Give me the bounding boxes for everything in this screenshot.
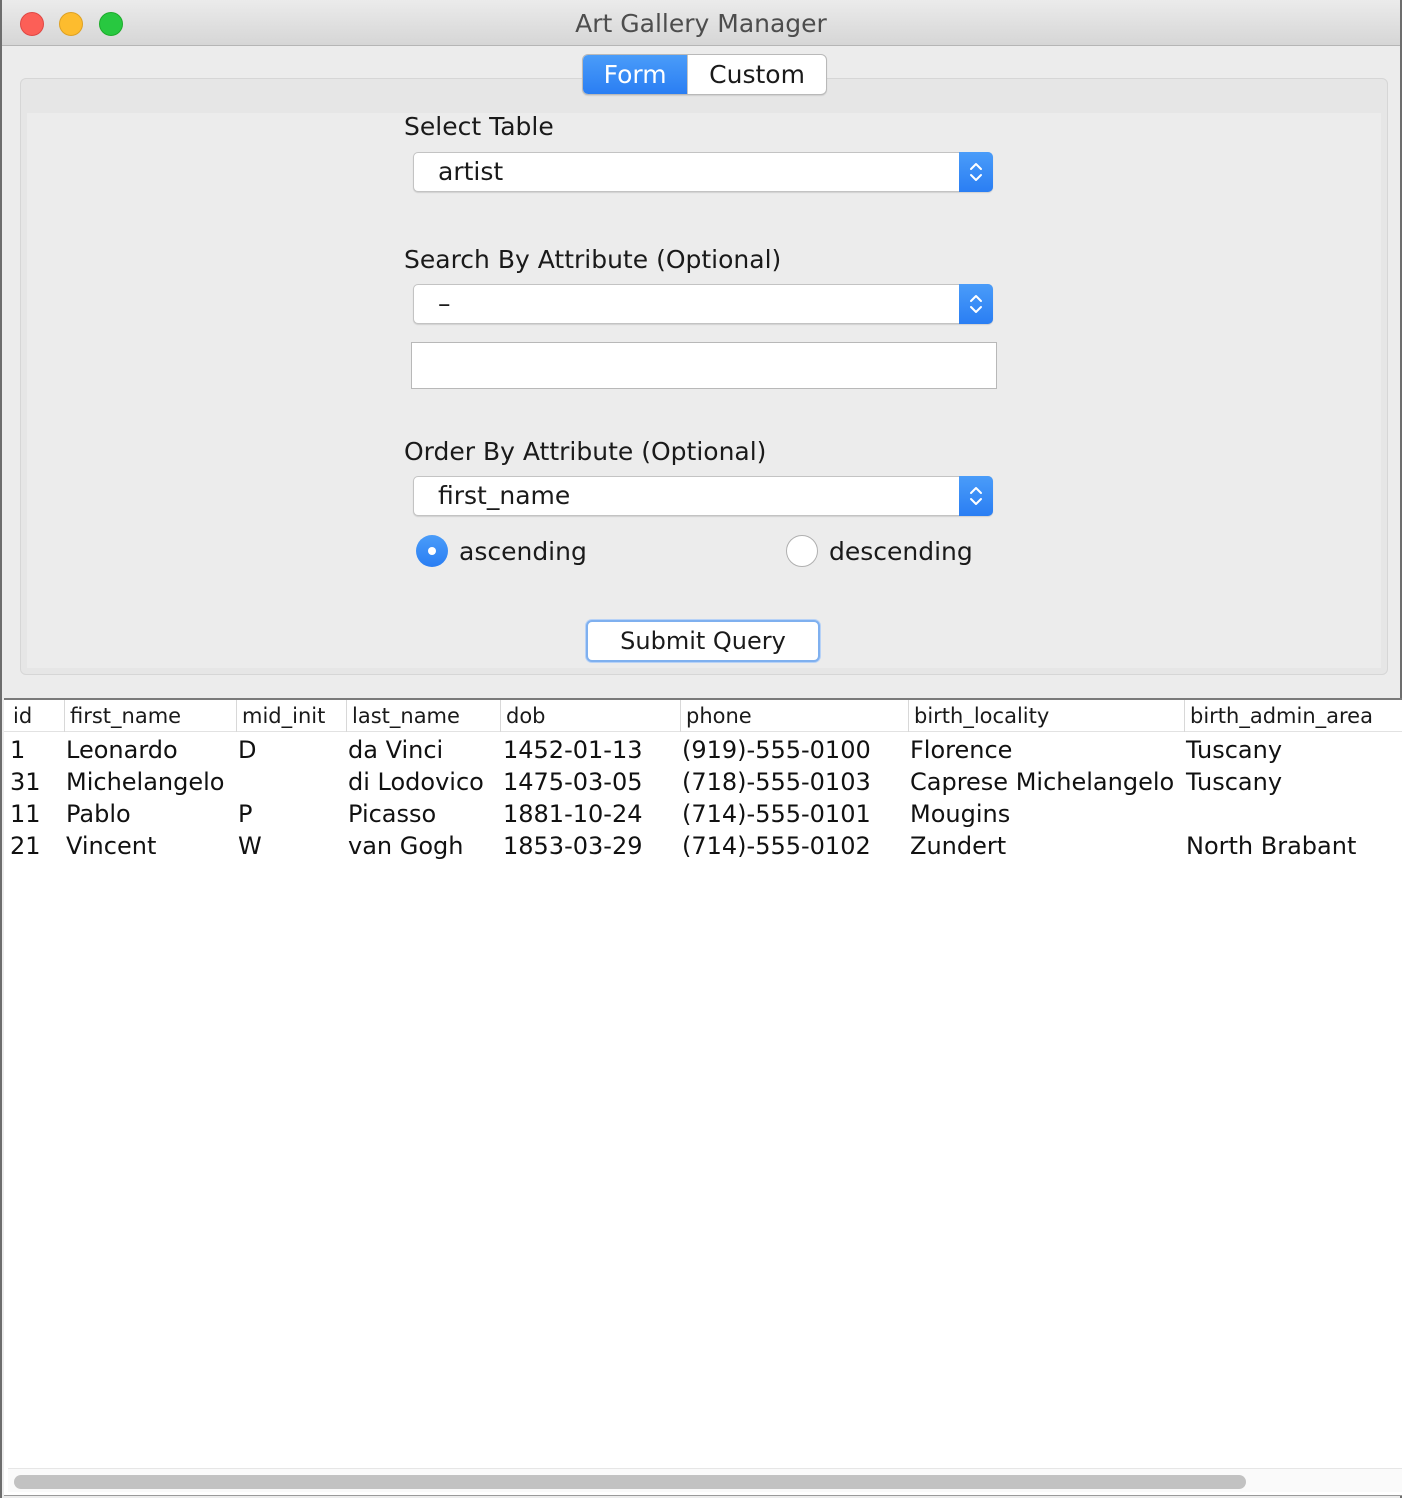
radio-selected-icon	[416, 535, 448, 567]
chevron-up-down-icon	[959, 284, 993, 324]
cell-phone: (718)-555-0103	[682, 768, 871, 796]
search-attribute-value: –	[438, 289, 451, 318]
radio-unselected-icon	[786, 535, 818, 567]
select-table-value: artist	[438, 157, 504, 186]
cell-first-name: Michelangelo	[66, 768, 225, 796]
cell-mid-init: W	[238, 832, 262, 860]
cell-phone: (714)-555-0101	[682, 800, 871, 828]
cell-first-name: Vincent	[66, 832, 157, 860]
cell-phone: (714)-555-0102	[682, 832, 871, 860]
cell-dob: 1881-10-24	[503, 800, 643, 828]
cell-id: 31	[10, 768, 41, 796]
chevron-up-down-icon	[959, 476, 993, 516]
cell-id: 21	[10, 832, 41, 860]
descending-radio[interactable]	[786, 535, 973, 567]
cell-mid-init: P	[238, 800, 253, 828]
cell-last-name: di Lodovico	[348, 768, 484, 796]
cell-dob: 1475-03-05	[503, 768, 643, 796]
search-attribute-dropdown[interactable]	[413, 284, 993, 324]
order-attribute-dropdown[interactable]	[413, 476, 993, 516]
window-title: Art Gallery Manager	[575, 9, 827, 38]
cell-first-name: Leonardo	[66, 736, 178, 764]
cell-mid-init: D	[238, 736, 257, 764]
mode-tabs	[582, 54, 827, 95]
cell-id: 11	[10, 800, 41, 828]
search-attribute-label: Search By Attribute (Optional)	[404, 245, 782, 274]
column-header-birth-locality[interactable]: birth_locality	[908, 700, 1184, 732]
cell-last-name: Picasso	[348, 800, 437, 828]
select-table-dropdown[interactable]	[413, 152, 993, 192]
cell-birth-admin-area: North Brabant	[1186, 832, 1357, 860]
cell-birth-locality: Mougins	[910, 800, 1011, 828]
search-value-input[interactable]	[411, 342, 997, 389]
scrollbar-thumb[interactable]	[14, 1475, 1246, 1489]
cell-birth-locality: Florence	[910, 736, 1013, 764]
column-header-first-name[interactable]: first_name	[64, 700, 236, 732]
order-attribute-value: first_name	[438, 481, 571, 510]
cell-id: 1	[10, 736, 26, 764]
results-table[interactable]	[4, 698, 1402, 1496]
table-row[interactable]	[4, 733, 1402, 765]
title-bar[interactable]	[2, 0, 1400, 46]
column-header-id[interactable]: id	[13, 704, 33, 728]
column-header-mid-init[interactable]: mid_init	[236, 700, 346, 732]
cell-dob: 1452-01-13	[503, 736, 643, 764]
cell-birth-admin-area: Tuscany	[1186, 768, 1283, 796]
table-row[interactable]	[4, 797, 1402, 829]
form-panel-body	[27, 113, 1381, 668]
cell-last-name: van Gogh	[348, 832, 464, 860]
horizontal-scrollbar[interactable]	[8, 1468, 1402, 1492]
cell-first-name: Pablo	[66, 800, 131, 828]
ascending-radio[interactable]	[416, 535, 587, 567]
cell-birth-admin-area	[1180, 797, 1186, 829]
cell-birth-locality: Caprese Michelangelo	[910, 768, 1175, 796]
table-header	[4, 700, 1402, 732]
tab-form[interactable]: Form	[583, 55, 687, 94]
descending-label: descending	[829, 536, 973, 566]
select-table-label: Select Table	[404, 112, 554, 141]
cell-phone: (919)-555-0100	[682, 736, 871, 764]
order-attribute-label: Order By Attribute (Optional)	[404, 437, 767, 466]
column-header-phone[interactable]: phone	[680, 700, 908, 732]
submit-query-button[interactable]: Submit Query	[586, 620, 820, 662]
table-row[interactable]	[4, 829, 1402, 861]
cell-mid-init	[232, 765, 238, 797]
table-row[interactable]	[4, 765, 1402, 797]
cell-birth-locality: Zundert	[910, 832, 1007, 860]
column-header-dob[interactable]: dob	[500, 700, 680, 732]
column-header-last-name[interactable]: last_name	[346, 700, 500, 732]
cell-dob: 1853-03-29	[503, 832, 643, 860]
tab-custom[interactable]: Custom	[687, 55, 826, 94]
ascending-label: ascending	[459, 536, 587, 566]
cell-last-name: da Vinci	[348, 736, 444, 764]
chevron-up-down-icon	[959, 152, 993, 192]
cell-birth-admin-area: Tuscany	[1186, 736, 1283, 764]
column-header-birth-admin-area[interactable]: birth_admin_area	[1184, 700, 1402, 732]
